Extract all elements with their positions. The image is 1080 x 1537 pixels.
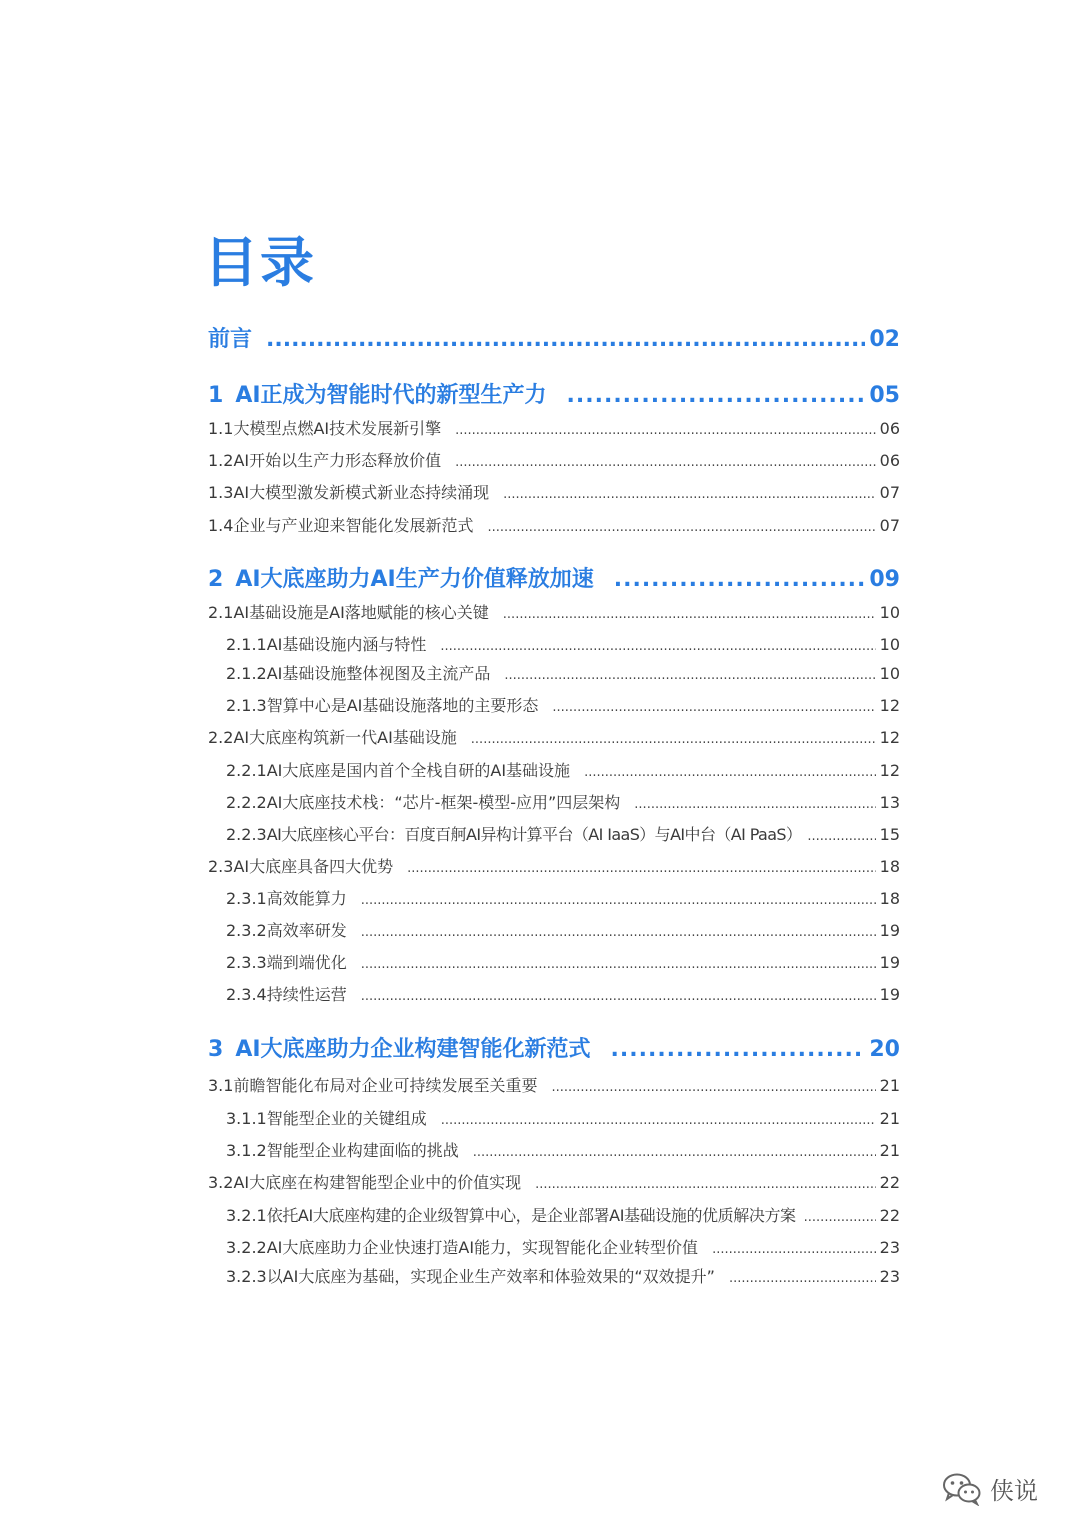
toc-subsection-3-2-1[interactable] — [226, 1203, 900, 1226]
toc-page-number: 12 — [879, 761, 900, 780]
toc-subsection-2-1-1[interactable] — [226, 632, 900, 655]
toc-subsection-title: 以AI大底座为基础，实现企业生产效率和体验效果的“双效提升” — [266, 1267, 715, 1286]
toc-section-title: AI大底座在构建智能型企业中的价值实现 — [233, 1173, 522, 1192]
toc-page-number: 19 — [879, 953, 900, 972]
toc-page-number: 21 — [879, 1076, 900, 1095]
toc-page-number: 12 — [879, 728, 900, 747]
toc-entry-title: 前言 — [208, 327, 253, 352]
toc-section-title: 大模型点燃AI技术发展新引擎 — [233, 419, 442, 438]
toc-subsection-number: 3.2.1 — [226, 1206, 267, 1225]
toc-subsection-title: 高效率研发 — [266, 921, 347, 940]
dot-leader — [361, 893, 876, 908]
toc-section-number: 1.1 — [208, 419, 234, 438]
toc-section-number: 2.2 — [208, 728, 234, 747]
toc-section-title: AI大模型激发新模式新业态持续涌现 — [233, 483, 490, 502]
toc-subsection-2-2-2[interactable] — [226, 790, 900, 813]
toc-subsection-title: AI基础设施整体视图及主流产品 — [266, 664, 491, 683]
toc-subsection-number: 2.3.2 — [226, 921, 267, 940]
dot-leader — [407, 861, 876, 876]
toc-page-number: 18 — [879, 889, 900, 908]
dot-leader — [266, 327, 865, 352]
dot-leader — [455, 423, 876, 438]
toc-section-number: 3.2 — [208, 1173, 234, 1192]
dot-leader — [504, 668, 875, 683]
dot-leader — [503, 487, 876, 502]
toc-chapter-title: AI大底座助力AI生产力价值释放加速 — [235, 567, 594, 592]
toc-subsection-number: 3.1.1 — [226, 1109, 267, 1128]
dot-leader — [361, 989, 876, 1004]
toc-page-number: 02 — [869, 327, 900, 352]
toc-subsection-2-3-2[interactable] — [226, 918, 900, 941]
toc-subsection-2-1-3[interactable] — [226, 693, 900, 716]
toc-subsection-number: 3.2.3 — [226, 1267, 267, 1286]
toc-page-number: 13 — [879, 793, 900, 812]
toc-section-number: 2.3 — [208, 857, 234, 876]
toc-section-number: 1.3 — [208, 483, 234, 502]
toc-subsection-title: 依托AI大底座构建的企业级智算中心，是企业部署AI基础设施的优质解决方案 — [266, 1206, 796, 1225]
toc-section-number: 3.1 — [208, 1076, 234, 1095]
toc-page-number: 15 — [879, 825, 900, 844]
toc-page-number: 23 — [879, 1267, 900, 1286]
dot-leader — [487, 520, 875, 535]
toc-subsection-number: 3.1.2 — [226, 1141, 267, 1160]
dot-leader — [614, 567, 866, 592]
toc-chapter-1[interactable] — [208, 378, 900, 409]
toc-chapter-number: 3 — [208, 1037, 224, 1062]
toc-chapter-title: AI正成为智能时代的新型生产力 — [235, 383, 547, 408]
dot-leader — [441, 1113, 876, 1128]
dot-leader — [471, 732, 876, 747]
dot-leader — [361, 925, 876, 940]
toc-section-2-2[interactable] — [208, 725, 900, 748]
toc-page-number: 06 — [879, 419, 900, 438]
dot-leader — [440, 639, 875, 654]
toc-section-title: 企业与产业迎来智能化发展新范式 — [233, 516, 474, 535]
toc-page-number: 18 — [879, 857, 900, 876]
toc-subsection-title: AI大底座核心平台：百度百舸AI异构计算平台（AI IaaS）与AI中台（AI PaaS） — [266, 825, 802, 844]
watermark — [942, 1471, 1038, 1506]
toc-subsection-number: 2.1.2 — [226, 664, 267, 683]
dot-leader — [584, 765, 876, 780]
toc-page-number: 21 — [879, 1141, 900, 1160]
dot-leader — [804, 1210, 876, 1225]
toc-section-1-4[interactable] — [208, 513, 900, 536]
toc-page-number: 22 — [879, 1173, 900, 1192]
toc-subsection-title: AI基础设施内涵与特性 — [266, 635, 427, 654]
toc-subsection-title: 智算中心是AI基础设施落地的主要形态 — [266, 696, 539, 715]
toc-subsection-title: AI大底座助力企业快速打造AI能力，实现智能化企业转型价值 — [266, 1238, 699, 1257]
toc-page-number: 10 — [879, 603, 900, 622]
dot-leader — [535, 1177, 876, 1192]
toc-section-1-2[interactable] — [208, 448, 900, 471]
toc-section-3-2[interactable] — [208, 1170, 900, 1193]
dot-leader — [361, 957, 876, 972]
toc-page-number: 21 — [879, 1109, 900, 1128]
toc-section-title: AI大底座具备四大优势 — [233, 857, 394, 876]
toc-chapter-2[interactable] — [208, 562, 900, 593]
wechat-icon — [942, 1472, 982, 1506]
toc-subsection-title: 持续性运营 — [266, 985, 347, 1004]
toc-page-number: 06 — [879, 451, 900, 470]
toc-section-1-3[interactable] — [208, 480, 900, 503]
dot-leader — [473, 1145, 876, 1160]
toc-section-2-1[interactable] — [208, 600, 900, 623]
toc-page-number: 19 — [879, 985, 900, 1004]
toc-subsection-3-1-1[interactable] — [226, 1106, 900, 1129]
toc-entry-preface[interactable] — [208, 322, 900, 353]
toc-subsection-title: AI大底座技术栈：“芯片-框架-模型-应用”四层架构 — [266, 793, 621, 812]
toc-subsection-number: 2.1.3 — [226, 696, 267, 715]
watermark-text: 侠说 — [990, 1477, 1038, 1505]
dot-leader — [712, 1242, 876, 1257]
dot-leader — [455, 455, 876, 470]
toc-page-number: 20 — [869, 1037, 900, 1062]
toc-section-title: 前瞻智能化布局对企业可持续发展至关重要 — [233, 1076, 538, 1095]
toc-subsection-2-3-1[interactable] — [226, 886, 900, 909]
toc-chapter-title: AI大底座助力企业构建智能化新范式 — [235, 1037, 591, 1062]
toc-page-number: 09 — [869, 567, 900, 592]
toc-subsection-number: 3.2.2 — [226, 1238, 267, 1257]
dot-leader — [567, 383, 866, 408]
toc-subsection-2-1-2[interactable] — [226, 661, 900, 684]
toc-section-number: 1.2 — [208, 451, 234, 470]
toc-subsection-number: 2.2.3 — [226, 825, 267, 844]
dot-leader — [503, 607, 876, 622]
toc-subsection-title: AI大底座是国内首个全栈自研的AI基础设施 — [266, 761, 571, 780]
toc-section-title: AI基础设施是AI落地赋能的核心关键 — [233, 603, 489, 622]
toc-page-number: 07 — [879, 483, 900, 502]
toc-page-number: 12 — [879, 696, 900, 715]
toc-page-number: 07 — [879, 516, 900, 535]
toc-subsection-number: 2.1.1 — [226, 635, 267, 654]
toc-page-number: 05 — [869, 383, 900, 408]
toc-subsection-title: 智能型企业的关键组成 — [266, 1109, 427, 1128]
toc-section-3-1[interactable] — [208, 1073, 900, 1096]
toc-section-number: 1.4 — [208, 516, 234, 535]
toc-subsection-2-2-3[interactable] — [226, 822, 900, 845]
dot-leader — [807, 829, 875, 844]
toc-page-number: 10 — [879, 635, 900, 654]
dot-leader — [634, 797, 875, 812]
toc-subsection-3-2-3[interactable] — [226, 1264, 900, 1287]
toc-subsection-3-2-2[interactable] — [226, 1235, 900, 1258]
toc-subsection-title: 智能型企业构建面临的挑战 — [266, 1141, 459, 1160]
dot-leader — [611, 1037, 866, 1062]
dot-leader — [729, 1271, 876, 1286]
toc-page-number: 10 — [879, 664, 900, 683]
toc-subsection-2-2-1[interactable] — [226, 758, 900, 781]
dot-leader — [551, 1080, 875, 1095]
toc-chapter-number: 2 — [208, 567, 224, 592]
toc-section-title: AI大底座构筑新一代AI基础设施 — [233, 728, 457, 747]
toc-page-number: 19 — [879, 921, 900, 940]
toc-subsection-2-3-3[interactable] — [226, 950, 900, 973]
toc-section-title: AI开始以生产力形态释放价值 — [233, 451, 442, 470]
toc-chapter-number: 1 — [208, 383, 224, 408]
toc-section-2-3[interactable] — [208, 854, 900, 877]
toc-subsection-2-3-4[interactable] — [226, 982, 900, 1005]
toc-page-number: 23 — [879, 1238, 900, 1257]
toc-subsection-title: 端到端优化 — [266, 953, 347, 972]
toc-chapter-3[interactable] — [208, 1032, 900, 1063]
toc-subsection-title: 高效能算力 — [266, 889, 347, 908]
toc-subsection-number: 2.3.3 — [226, 953, 267, 972]
toc-section-number: 2.1 — [208, 603, 234, 622]
toc-section-1-1[interactable] — [208, 416, 900, 439]
toc-page-number: 22 — [879, 1206, 900, 1225]
toc-subsection-number: 2.3.1 — [226, 889, 267, 908]
toc-subsection-number: 2.2.1 — [226, 761, 267, 780]
dot-leader — [552, 700, 875, 715]
toc-subsection-number: 2.2.2 — [226, 793, 267, 812]
page-title: 目录 — [204, 231, 316, 294]
toc-subsection-number: 2.3.4 — [226, 985, 267, 1004]
toc-subsection-3-1-2[interactable] — [226, 1138, 900, 1161]
